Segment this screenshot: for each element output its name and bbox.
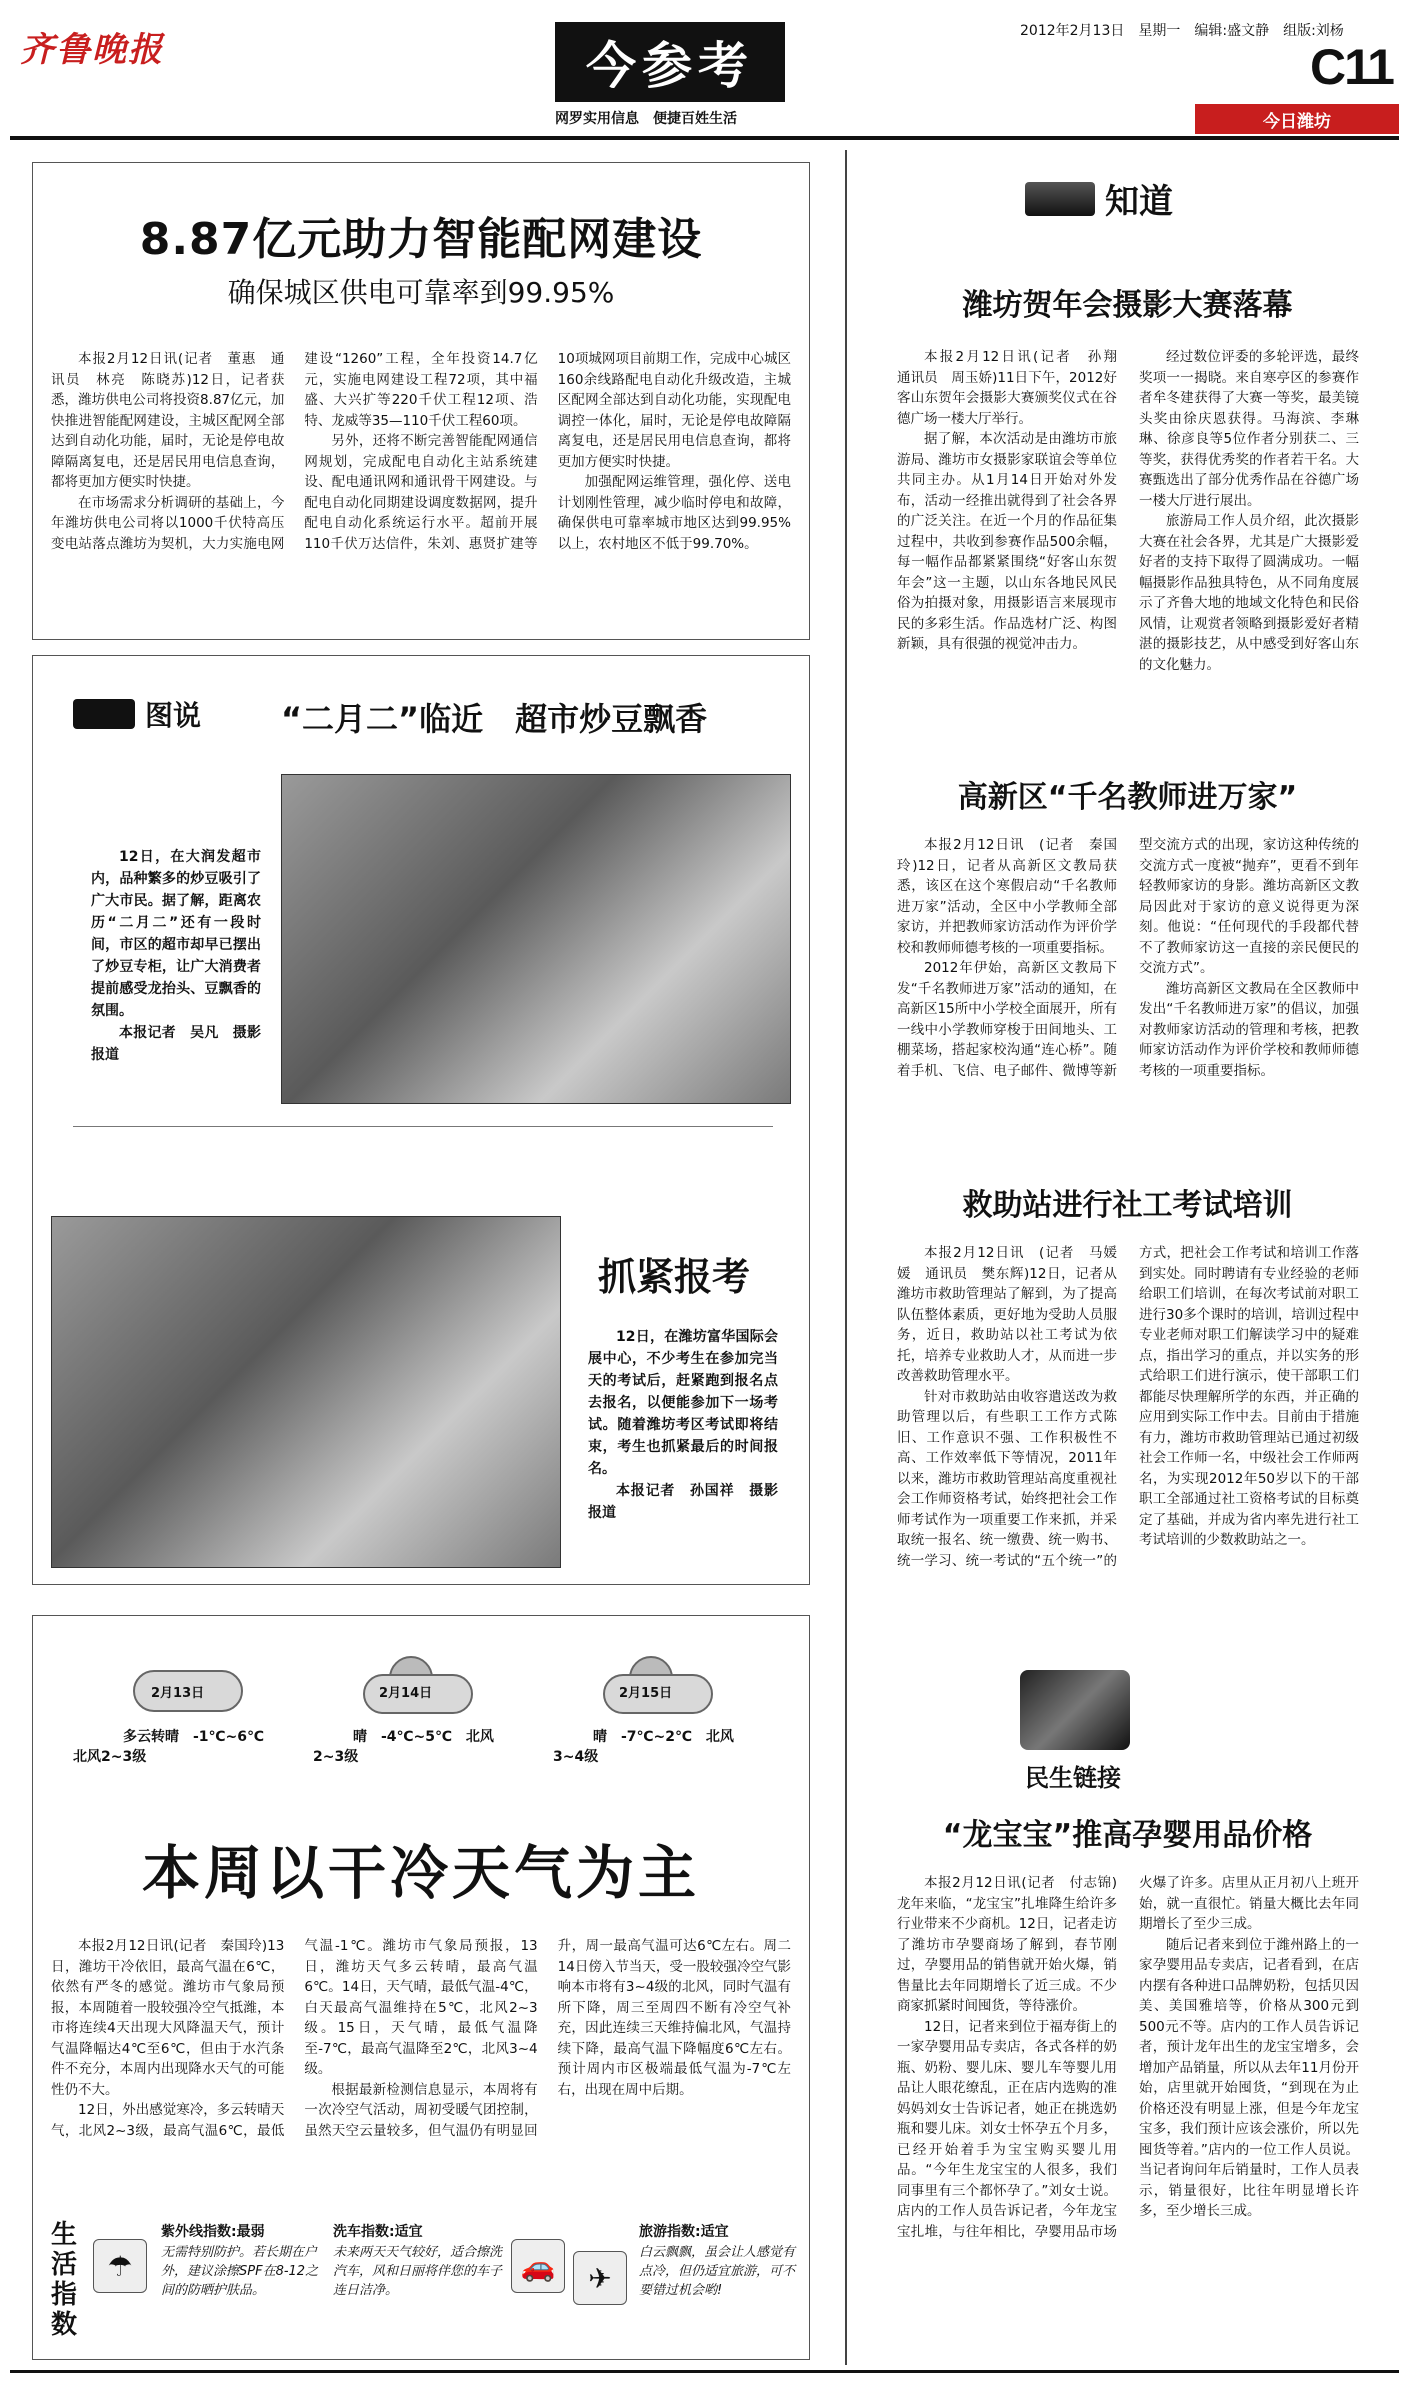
issue-date: 2012年2月13日 xyxy=(1020,23,1125,39)
paragraph: 本报2月12日讯(记者 付志锦)龙年来临，“龙宝宝”扎堆降生给许多行业带来不少商机。12日，记者走访了潍坊市孕婴商场了解到，春节刚过，孕婴用品的销售就开始火爆，销售量比去年同期增长了近三成。不少商家抓紧时间囤货，等待涨价。 xyxy=(897,1875,1117,2014)
life-index xyxy=(573,2221,803,2341)
forecast-wind: 3~4级 xyxy=(553,1749,599,1765)
caption-credit: 本报记者 孙国祥 摄影报道 xyxy=(588,1483,778,1521)
paragraph: 本报2月12日讯(记者 董惠 通讯员 林亮 陈晓苏)12日，记者获悉，潍坊供电公司将投资8.87亿元，加快推进智能配网建设，主城区配网全部达到自动化功能，届时，无论是停电故障隔离复电，还是居民用电信息查询，都将更加方便实时快捷。 xyxy=(51,351,285,490)
index-name: 旅游指数:适宜 xyxy=(639,2224,729,2240)
forecast-desc: 晴 -7℃~2℃ 北风 xyxy=(593,1729,734,1745)
paragraph: 潍坊高新区文教局在全区教师中发出“千名教师进万家”的倡议，加强对教师家访活动的管理和考核，把教师家访活动作为评价学校和教师师德考核的一项重要指标。 xyxy=(1139,980,1359,1079)
masthead xyxy=(0,0,1409,140)
paragraph: 另外，还将不断完善智能配网通信网规划，完成配电自动化主站系统建设、配电通讯网和通讯骨干网建设。与配电自动化同期建设调度数据网，提升配电自动化系统运行水平。超前开展110千伏万达信件，朱刘、惠贤扩建等10项城网项目前期工作，完成中心城区160余线路配电自动化升级改造，主城区配网全部达到自动化功能，实现配电调控一体化，届时，无论是停电故障隔离复电，还是居民用电信息查询，都将更加方便实时快捷。 xyxy=(304,351,791,552)
photo-roasted-beans xyxy=(281,774,791,1104)
forecast-day xyxy=(553,1656,783,1766)
article-c-body xyxy=(897,1243,1359,1673)
usb-cable-icon xyxy=(1020,1670,1130,1750)
zhidao-header xyxy=(1025,174,1173,223)
life-index xyxy=(333,2221,563,2341)
article-smart-grid xyxy=(32,162,810,640)
article-d-body xyxy=(897,1873,1359,2353)
photo-header xyxy=(73,694,201,734)
page-label-bar xyxy=(1195,104,1399,134)
photo2-title: 抓紧报考 xyxy=(598,1255,751,1299)
index-text: 未来两天天气较好，适合擦洗汽车，风和日丽将伴您的车子连日洁净。 xyxy=(333,2245,503,2298)
airplane-icon: ✈ xyxy=(573,2251,627,2305)
right-column xyxy=(875,150,1380,2365)
forecast-wind: 北风2~3级 xyxy=(73,1749,147,1765)
paragraph: 本报2月12日讯 (记者 马媛媛 通讯员 樊东辉)12日，记者从潍坊市救助管理站了解到，为了提高队伍整体素质，更好地为受助人员服务，近日，救助站以社工考试为依托，培养专业救助人才，从而进一步改善救助管理水平。 xyxy=(897,1245,1117,1384)
paragraph: 本报2月12日讯 (记者 秦国玲)12日，记者从高新区文教局获悉，该区在这个寒假启动“千名教师进万家”活动，全区中小学教师全部家访，并把教师家访活动作为评价学校和教师师德考核的一项重要指标。 xyxy=(897,837,1117,956)
forecast-row xyxy=(73,1656,773,1786)
caption-text: 12日，在大润发超市内，品种繁多的炒豆吸引了广大市民。据了解，距离农历“二月二”还有一段时间，市区的超市却早已摆出了炒豆专柜，让广大消费者提前感受龙抬头、豆飘香的氛围。 xyxy=(91,849,261,1019)
photo-section xyxy=(32,655,810,1585)
sun-umbrella-icon: ☂ xyxy=(93,2239,147,2293)
section-logo-text: 今参考 xyxy=(586,36,754,95)
paragraph: 本报2月12日讯(记者 孙翔 通讯员 周玉娇)11日下午，2012好客山东贺年会摄影大赛颁奖仪式在谷德广场一楼大厅举行。 xyxy=(897,349,1131,427)
paragraph: 2012年伊始，高新区文教局下发“千名教师进万家”活动的通知，在高新区15所中小学校全面展开，所有一线中小学教师穿梭于田间地头、工棚菜场，搭起家校沟通“连心桥”。随着手机、飞信、电子邮件、微博等新型交流方式的出现，家访这种传统的交流方式一度被“抛弃”，更看不到年轻教师家访的身影。潍坊高新区文教局因此对于家访的意义说得更为深刻。他说：“任何现代的手段都代替不了教师家访这一直接的亲民便民的交流方式”。 xyxy=(897,837,1359,1079)
page-label: 今日潍坊 xyxy=(1263,111,1331,132)
issue-info xyxy=(1020,20,1344,40)
index-text: 白云飘飘，虽会让人感觉有点冷，但仍适宜旅游，可不要错过机会哟! xyxy=(639,2245,796,2298)
issue-layout: 组版:刘杨 xyxy=(1283,23,1344,39)
paragraph: 加强配网运维管理，强化停、送电计划刚性管理，减少临时停电和故障，确保供电可靠率城市地区达到99.95%以上，农村地区不低于99.70%。 xyxy=(557,474,791,552)
masthead-rule xyxy=(10,136,1399,140)
forecast-desc: 多云转晴 -1℃~6℃ xyxy=(123,1729,264,1745)
article-b-body xyxy=(897,835,1359,1155)
minsheng-label: 民生链接 xyxy=(1025,1764,1121,1792)
weather-section xyxy=(32,1615,810,2360)
article-b-title: 高新区“千名教师进万家” xyxy=(957,780,1298,815)
paragraph: 据了解，本次活动是由潍坊市旅游局、潍坊市女摄影家联谊会等单位共同主办。从1月14日开始对外发布，活动一经推出就得到了社会各界的广泛关注。在近一个月的作品征集过程中，共收到参赛作品500余幅，每一幅作品都紧紧围绕“好客山东贺年会”这一主题，以山东各地民风民俗为拍摄对象，用摄影语言来展现市民的多彩生活。作品选材广泛、构图新颖，具有很强的视觉冲击力。 xyxy=(897,431,1117,652)
column-divider xyxy=(845,150,847,2365)
paragraph: 本报2月12日讯(记者 秦国玲)13日，潍坊干冷依旧，最高气温在6℃，依然有严冬的感觉。潍坊市气象局预报，本周随着一股较强冷空气抵潍，本市将连续4天出现大风降温天气，预计气温降幅达4℃至6℃，但由于水汽条件不充分，本周内出现降水天气的可能性仍不大。 xyxy=(51,1938,285,2098)
bottom-rule xyxy=(10,2370,1399,2373)
photo1-caption xyxy=(91,846,261,1066)
issue-weekday: 星期一 xyxy=(1138,23,1181,39)
paper-name: 齐鲁晚报 xyxy=(20,30,164,70)
paragraph: 旅游局工作人员介绍，此次摄影大赛在社会各界，尤其是广大摄影爱好者的支持下取得了圆满成功。一幅幅摄影作品独具特色，从不同角度展示了齐鲁大地的地域文化特色和民俗风情，让观赏者领略到摄影爱好者精湛的摄影技艺，从中感受到好客山东的文化魅力。 xyxy=(1139,513,1359,673)
paragraph: 随后记者来到位于潍州路上的一家孕婴用品专卖店，记者看到，在店内摆有各种进口品牌奶粉，包括贝因美、美国雅培等，价格从300元到500元不等。店内的工作人员告诉记者，预计龙年出生的龙宝宝增多，会增加产品销量，所以从去年11月份开始，店里就开始囤货，“到现在为止价格还没有明显上涨，但是今年龙宝宝多，我们预计应该会涨价，所以先囤货等着。”店内的一位工作人员说。当记者询问年后销量时，工作人员表示，销量很好，比往年明显增长许多，至少增长三成。 xyxy=(1139,1936,1359,2219)
forecast-date: 2月15日 xyxy=(619,1686,673,1701)
article-a-title: 潍坊贺年会摄影大赛落幕 xyxy=(962,288,1293,323)
issue-editor: 编辑:盛文静 xyxy=(1194,23,1270,39)
weather-body xyxy=(51,1936,791,2216)
paragraph: 根据最新检测信息显示，本周将有一次冷空气活动，周初受暖气团控制，虽然天空云量较多，但气温仍有明显回升，周一最高气温可达6℃左右。周二14日傍入节当天，受一股较强冷空气影响本市将有3~4级的北风，同时气温有所下降，周三至周四不断有冷空气补充，因此连续三天维持偏北风，气温持续下降，最高气温下降幅度6℃左右。预计周内市区极端最低气温为-7℃左右，出现在周中后期。 xyxy=(304,1938,791,2139)
article-c-title: 救助站进行社工考试培训 xyxy=(962,1188,1293,1223)
paragraph: 在市场需求分析调研的基础上，今年潍坊供电公司将以1000千伏特高压变电站落点潍坊为契机，大力实施电网建设“1260”工程，全年投资14.7亿元，实施电网建设工程72项，其中福盛、大兴扩等220千伏工程12项、浩特、龙威等35—110千伏工程60项。 xyxy=(51,351,538,552)
life-index xyxy=(93,2221,323,2341)
index-text: 无需特别防护。若长期在户外，建议涂擦SPF在8-12之间的防晒护肤品。 xyxy=(161,2245,319,2298)
photo-exam-registration xyxy=(51,1216,561,1568)
section-logo xyxy=(555,22,785,102)
weather-title: 本周以干冷天气为主 xyxy=(141,1839,700,1907)
index-name: 洗车指数:适宜 xyxy=(333,2224,423,2240)
caption-text: 12日，在潍坊富华国际会展中心，不少考生在参加完当天的考试后，赶紧跑到报名点去报名，以便能参加下一场考试。随着潍坊考区考试即将结束，考生也抓紧最后的时间报名。 xyxy=(588,1329,778,1477)
paragraph: 经过数位评委的多轮评选，最终奖项一一揭晓。来自寒亭区的参赛作者牟冬建获得了大赛一等奖，最美镜头奖由徐庆恩获得。马海滨、李琳琳、徐彦良等5位作者分别获二、三等奖，获得优秀奖的作者若干名。大赛甄选出了部分优秀作品在谷德广场一楼大厅进行展出。 xyxy=(1139,349,1359,509)
article-body xyxy=(51,349,791,629)
photo2-caption xyxy=(588,1326,778,1524)
zhidao-label: 知道 xyxy=(1105,182,1173,222)
forecast-date: 2月14日 xyxy=(379,1686,433,1701)
camera-icon xyxy=(73,699,135,729)
article-a-body xyxy=(897,347,1359,747)
paragraph: 针对市救助站由收容遣送改为救助管理以后，有些职工工作方式陈旧、工作意识不强、工作积极性不高、工作效率低下等情况，2011年以来，潍坊市救助管理站高度重视社会工作师资格考试，始终把社会工作师考试作为一项重要工作来抓，并采取统一报名、统一缴费、统一购书、统一学习、统一考试的“五个统一”的方式，把社会工作考试和培训工作落到实处。同时聘请有专业经验的老师给职工们培训，在每次考试前对职工进行30多个课时的培训，培训过程中专业老师对职工们解读学习中的疑难点，指出学习的重点，并以实务的形式给职工们进行演示，使干部职工们都能尽快理解所学的东西，并正确的应用到实际工作中去。目前由于措施有力，潍坊市救助管理站已通过初级社会工作师一名，中级社会工作师两名，为实现2012年50岁以下的干部职工全部通过社工资格考试的目标奠定了基础，并成为省内率先进行社工考试培训的少数救助站之一。 xyxy=(897,1245,1359,1569)
forecast-date: 2月13日 xyxy=(151,1686,205,1701)
forecast-desc: 晴 -4℃~5℃ 北风 xyxy=(353,1729,494,1745)
caption-credit: 本报记者 吴凡 摄影报道 xyxy=(91,1025,261,1063)
forecast-day xyxy=(313,1656,543,1766)
index-name: 紫外线指数:最弱 xyxy=(161,2224,265,2240)
slogan: 网罗实用信息 便捷百姓生活 xyxy=(555,111,737,127)
forecast-wind: 2~3级 xyxy=(313,1749,359,1765)
page-number: C11 xyxy=(1310,39,1393,95)
car-wash-icon: 🚗 xyxy=(511,2239,565,2293)
article-subtitle: 确保城区供电可靠率到99.95% xyxy=(227,276,615,309)
devices-icon xyxy=(1025,182,1095,216)
photo-header-label: 图说 xyxy=(145,699,202,732)
forecast-day xyxy=(73,1656,303,1766)
photo-divider xyxy=(73,1126,773,1127)
article-d-title: “龙宝宝”推高孕婴用品价格 xyxy=(942,1818,1313,1853)
photo1-title: “二月二”临近 超市炒豆飘香 xyxy=(281,700,708,738)
life-index-label: 生活指数 xyxy=(51,2220,78,2340)
article-title: 8.87亿元助力智能配网建设 xyxy=(139,214,703,265)
paragraph: 12日，外出感觉寒冷，多云转晴天气，北风2~3级，最高气温6℃，最低气温-1℃。潍坊市气象局预报，13日，潍坊天气多云转晴，最高气温6℃。14日，天气晴，最低气温-4℃，白天最高气温维持在5℃，北风2~3级。15日，天气晴，最低气温降至-7℃，最高气温降至2℃，北风3~4级。 xyxy=(51,1938,538,2139)
paragraph: 12日，记者来到位于福寿街上的一家孕婴用品专卖店，各式各样的奶瓶、奶粉、婴儿床、婴儿车等婴儿用品让人眼花缭乱，正在店内选购的准妈妈刘女士告诉记者，她正在挑选奶瓶和婴儿床。刘女士怀孕五个月多，已经开始着手为宝宝购买婴儿用品。“今年生龙宝宝的人很多，我们同事里有三个都怀孕了。”刘女士说。店内的工作人员告诉记者，今年龙宝宝扎堆，与往年相比，孕婴用品市场火爆了许多。店里从正月初八上班开始，就一直很忙。销量大概比去年同期增长了至少三成。 xyxy=(897,1875,1359,2240)
